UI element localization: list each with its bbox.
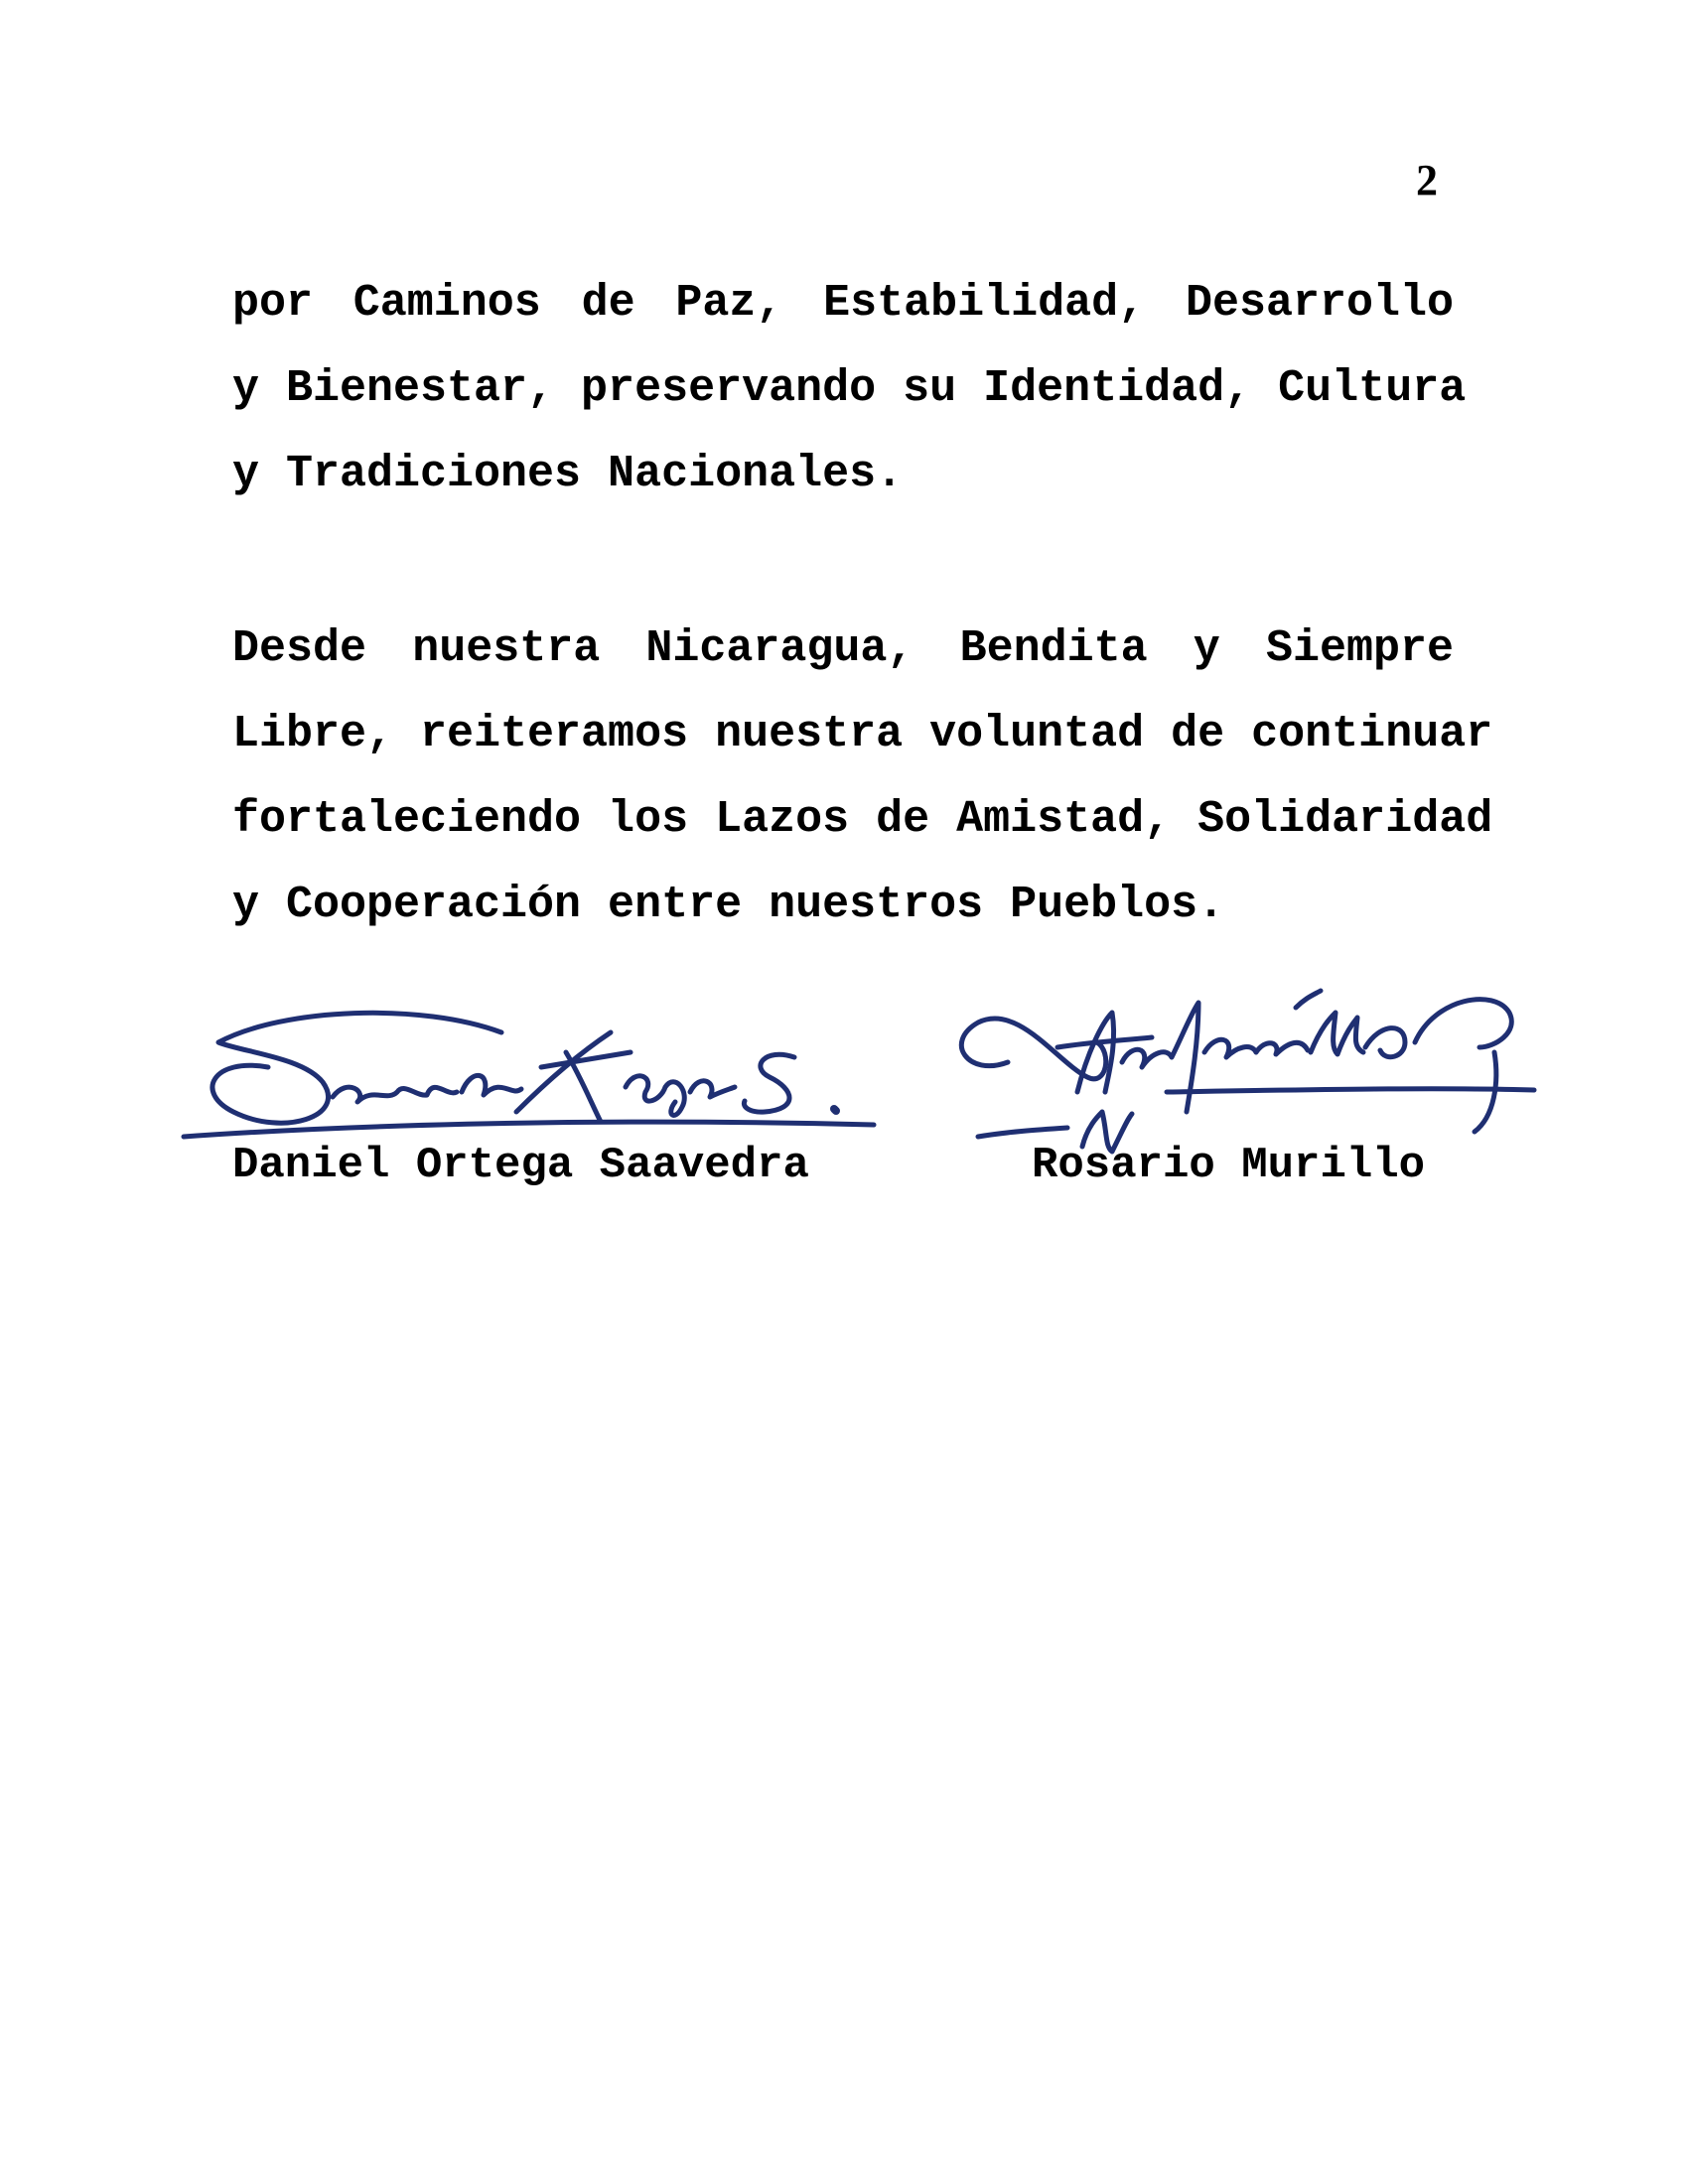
signature-ortega-image	[174, 998, 889, 1147]
signature-murillo-image	[938, 943, 1564, 1166]
text-line: Libre, reiteramos nuestra voluntad de continuar	[232, 709, 1493, 759]
page-number: 2	[1416, 156, 1438, 205]
text-line: por Caminos de Paz, Estabilidad, Desarrollo	[232, 278, 1454, 329]
paragraph-2	[232, 607, 1493, 948]
text-line: y Bienestar, preservando su Identidad, Cultura	[232, 363, 1467, 414]
text-line: y Tradiciones Nacionales.	[232, 449, 904, 499]
signer-name-murillo: Rosario Murillo	[1032, 1141, 1426, 1190]
text-line: y Cooperación entre nuestros Pueblos.	[232, 880, 1225, 930]
text-line: fortaleciendo los Lazos de Amistad, Solidaridad	[232, 794, 1493, 845]
text-line: Desde nuestra Nicaragua, Bendita y Siempre	[232, 623, 1454, 674]
paragraph-1	[232, 261, 1467, 517]
signer-name-ortega: Daniel Ortega Saavedra	[232, 1141, 809, 1190]
